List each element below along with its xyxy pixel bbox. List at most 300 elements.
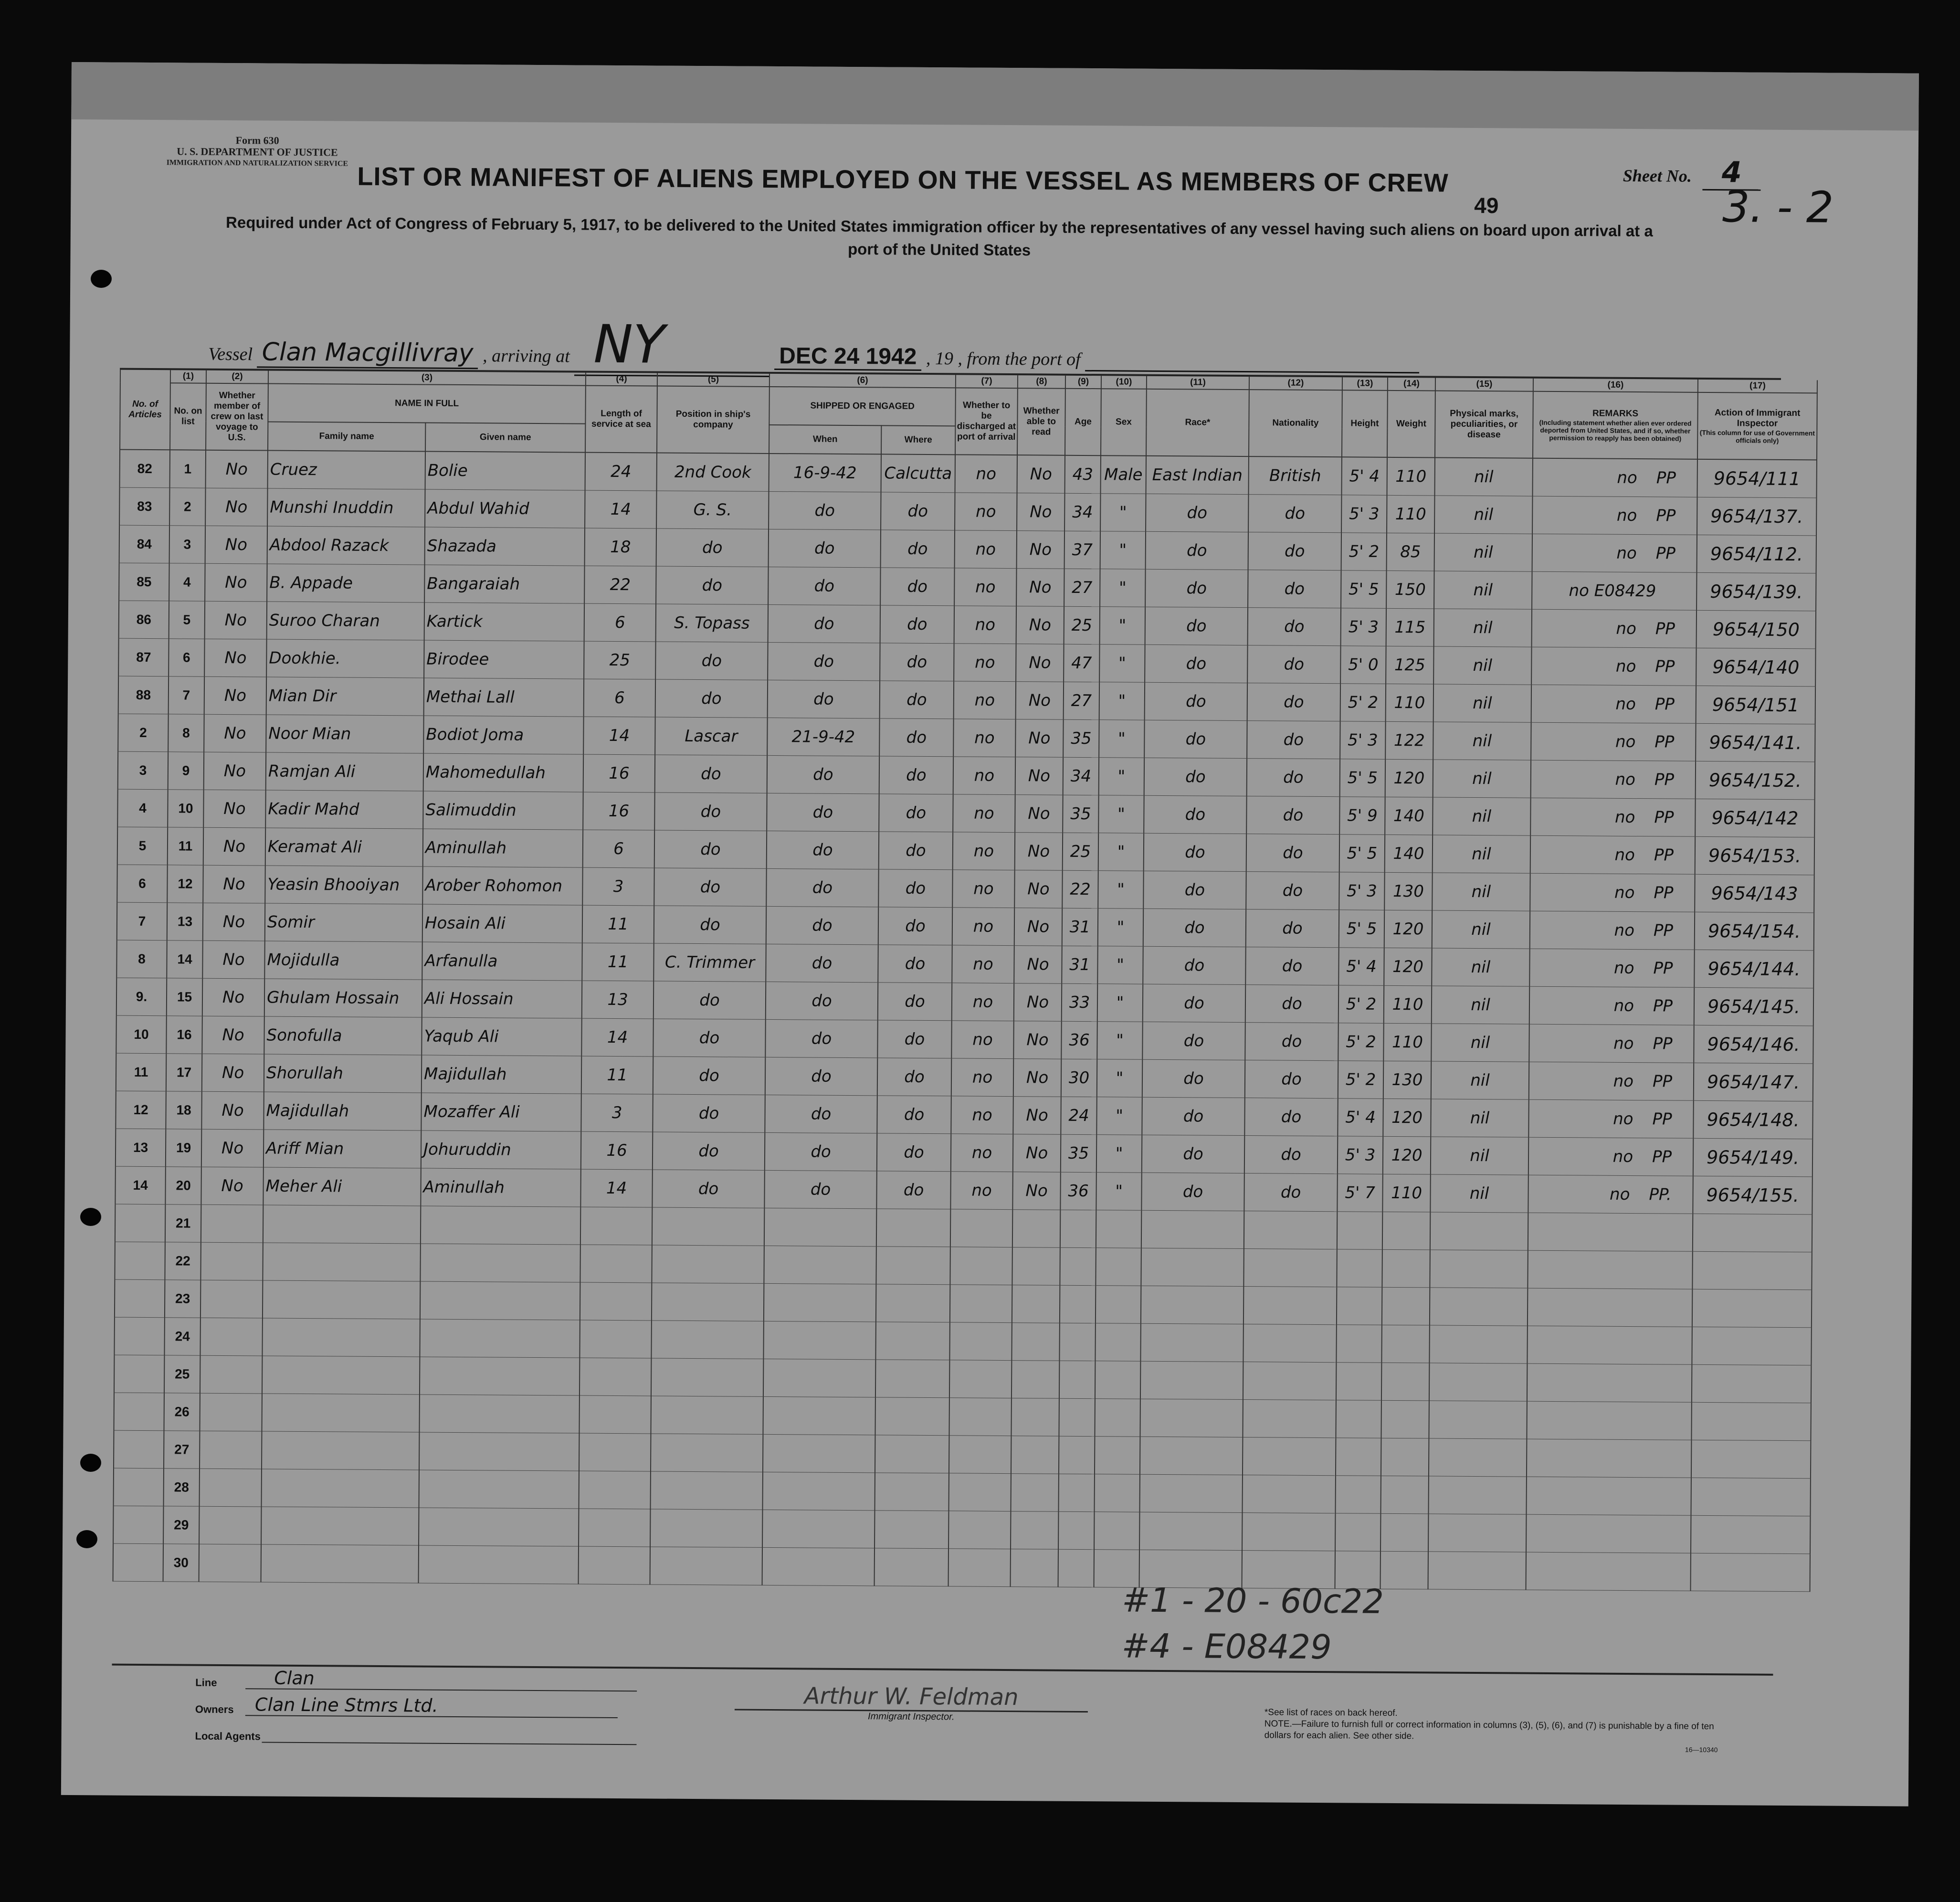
sex-cell: " (1100, 607, 1145, 645)
engaged-where-cell: do (877, 1020, 951, 1058)
empty-cell (949, 1473, 1011, 1511)
remarks-text: no E08429 (1569, 581, 1656, 601)
nationality-cell: do (1246, 834, 1339, 872)
sex-cell: " (1097, 1059, 1142, 1098)
service-length-cell: 16 (583, 792, 654, 830)
remarks-cell (1528, 1175, 1693, 1214)
empty-cell (1243, 1324, 1336, 1363)
given-name-cell: Bodiot Joma (423, 716, 583, 754)
col4-number: (4) (586, 373, 657, 386)
engaged-when-cell: do (765, 1057, 877, 1095)
sex-cell: " (1100, 494, 1146, 532)
weight-cell: 120 (1383, 1099, 1431, 1137)
empty-cell (876, 1209, 950, 1247)
row-number-cell: 4 (169, 563, 205, 601)
remarks-cell (1532, 496, 1697, 535)
remarks-text: no (1613, 1034, 1634, 1054)
engaged-when-cell: do (768, 567, 880, 605)
row-number-cell: 10 (168, 790, 203, 827)
empty-cell (1059, 1323, 1095, 1361)
physical-marks-cell: nil (1433, 835, 1530, 873)
race-cell: do (1144, 795, 1246, 834)
crew-table-body (113, 450, 1817, 1592)
discharged-cell: no (950, 1172, 1012, 1210)
empty-cell (1692, 1327, 1811, 1365)
remarks-pp: PP (1656, 506, 1676, 526)
empty-cell (1012, 1361, 1059, 1399)
able-to-read-cell: No (1016, 569, 1064, 607)
service-length-cell: 14 (583, 717, 655, 755)
row-number-cell: 11 (168, 827, 203, 865)
family-name-cell: Ariff Mian (263, 1130, 421, 1168)
service-length-cell: 18 (585, 528, 656, 566)
engaged-when-cell: do (767, 755, 879, 793)
empty-cell (1692, 1251, 1812, 1290)
empty-cell (579, 1471, 651, 1509)
col-weight: Weight (1387, 391, 1435, 458)
sex-cell: " (1099, 645, 1145, 683)
remarks-cell (1529, 986, 1694, 1025)
age-cell: 34 (1063, 757, 1099, 795)
family-name-cell: Suroo Charan (267, 602, 424, 640)
empty-cell (115, 1242, 165, 1280)
empty-cell (419, 1395, 579, 1433)
position-cell: do (655, 679, 768, 718)
remarks-text: no (1615, 656, 1636, 676)
empty-cell (115, 1204, 165, 1242)
remarks-cell (1528, 1099, 1693, 1138)
empty-cell (1382, 1212, 1430, 1250)
row-number-cell: 8 (168, 714, 204, 752)
subtitle (152, 211, 1728, 266)
remarks-cell (1532, 571, 1697, 610)
engaged-where-cell: do (881, 530, 955, 568)
given-name-cell: Mahomedullah (423, 753, 583, 792)
family-name-cell: Majidullah (263, 1092, 421, 1131)
nationality-cell: do (1247, 645, 1340, 684)
empty-cell (652, 1207, 764, 1246)
empty-cell (950, 1209, 1012, 1247)
last-voyage-cell: No (205, 526, 267, 564)
empty-cell (1691, 1515, 1810, 1554)
empty-cell (421, 1206, 580, 1245)
col11-number: (11) (1147, 376, 1249, 390)
remarks-cell (1530, 911, 1695, 950)
age-cell: 31 (1062, 946, 1097, 983)
empty-cell (875, 1360, 949, 1398)
empty-cell (1243, 1287, 1337, 1325)
empty-cell (1060, 1247, 1096, 1285)
vessel-name: Clan Macgillivray (257, 338, 478, 369)
col-given-name: Given name (425, 423, 585, 453)
col16-number: (16) (1533, 379, 1698, 392)
empty-cell (113, 1506, 163, 1544)
empty-cell (1430, 1212, 1528, 1250)
empty-cell (763, 1472, 875, 1510)
empty-cell (262, 1394, 419, 1432)
engaged-where-cell: Calcutta (881, 454, 955, 492)
empty-cell (1141, 1210, 1244, 1248)
nationality-cell: do (1244, 1173, 1337, 1212)
inspector-action-cell: 9654/111 (1697, 459, 1817, 498)
engaged-when-cell: do (766, 906, 878, 944)
weight-cell: 130 (1384, 872, 1432, 910)
empty-cell (1528, 1250, 1692, 1289)
able-to-read-cell: No (1014, 946, 1062, 984)
race-cell: do (1145, 607, 1248, 645)
sex-cell: " (1099, 758, 1144, 796)
service-length-cell: 14 (581, 1018, 653, 1057)
family-name-cell: Abdool Razack (267, 526, 425, 565)
sex-cell: " (1098, 909, 1143, 947)
sex-cell: " (1096, 1135, 1142, 1173)
remarks-pp: PP (1656, 468, 1676, 488)
row-number-cell: 21 (165, 1205, 201, 1242)
col-nationality: Nationality (1249, 390, 1342, 457)
empty-cell (1139, 1512, 1242, 1550)
empty-cell (262, 1318, 420, 1357)
row-number-cell: 7 (169, 676, 204, 714)
position-cell: do (653, 1132, 765, 1170)
remarks-pp: PP (1654, 883, 1674, 903)
discharged-cell: no (952, 945, 1014, 983)
physical-marks-cell: nil (1432, 873, 1530, 911)
row-number-cell: 1 (170, 450, 206, 488)
empty-cell (200, 1280, 263, 1318)
remarks-text: no (1616, 506, 1637, 526)
height-cell: 5' 2 (1338, 1023, 1383, 1061)
row-number-cell: 26 (164, 1393, 200, 1431)
engaged-where-cell: do (880, 605, 954, 644)
nationality-cell: do (1245, 1060, 1338, 1099)
height-cell: 5' 5 (1339, 835, 1385, 873)
empty-cell (1336, 1363, 1381, 1401)
empty-cell (1381, 1438, 1429, 1476)
inspector-action-cell: 9654/143 (1695, 874, 1814, 913)
able-to-read-cell: No (1014, 983, 1062, 1022)
physical-marks-cell: nil (1434, 609, 1532, 647)
remarks-cell (1531, 647, 1696, 686)
able-to-read-cell: No (1012, 1172, 1060, 1210)
weight-cell: 140 (1385, 797, 1433, 835)
age-cell: 47 (1064, 644, 1099, 682)
empty-cell (875, 1322, 949, 1360)
last-voyage-cell: No (203, 865, 265, 903)
articles-cell: 13 (116, 1129, 166, 1167)
height-cell: 5' 2 (1338, 985, 1384, 1024)
empty-cell (949, 1322, 1012, 1361)
col10-number: (10) (1101, 376, 1147, 389)
articles-cell: 4 (117, 789, 168, 827)
inspector-action-cell: 9654/142 (1695, 799, 1814, 837)
empty-cell (1059, 1398, 1095, 1436)
service-length-cell: 3 (581, 1094, 653, 1132)
engaged-where-cell: do (877, 1096, 951, 1134)
remarks-pp: PP (1654, 695, 1675, 714)
arrival-port: NY (574, 313, 770, 377)
empty-cell (763, 1396, 875, 1435)
last-voyage-cell: No (202, 940, 264, 979)
punch-hole-4 (76, 1530, 97, 1548)
empty-cell (113, 1543, 163, 1582)
nationality-cell: do (1245, 947, 1338, 985)
empty-cell (419, 1470, 579, 1509)
empty-cell (1527, 1326, 1692, 1364)
age-cell: 43 (1065, 455, 1101, 494)
remarks-cell (1532, 609, 1697, 648)
remarks-text: no (1609, 1184, 1630, 1204)
engaged-where-cell: do (879, 794, 953, 832)
articles-cell: 5 (117, 827, 168, 865)
empty-cell (949, 1436, 1011, 1474)
articles-cell: 2 (118, 714, 168, 752)
remarks-text: no (1615, 694, 1636, 714)
empty-cell (949, 1360, 1012, 1398)
empty-cell (1380, 1551, 1428, 1589)
row-number-cell: 19 (166, 1129, 201, 1167)
nationality-cell: do (1247, 759, 1340, 797)
engaged-when-cell: do (769, 529, 881, 567)
discharged-cell: no (953, 757, 1015, 795)
age-cell: 35 (1061, 1134, 1096, 1172)
empty-cell (651, 1321, 763, 1359)
empty-cell (261, 1507, 419, 1545)
row-number-cell: 17 (166, 1054, 202, 1091)
service-length-cell: 16 (581, 1131, 653, 1170)
empty-cell (1691, 1478, 1810, 1516)
last-voyage-cell: No (202, 1054, 264, 1092)
engaged-when-cell: do (768, 642, 880, 680)
col-name-in-full: NAME IN FULL (268, 384, 585, 424)
last-voyage-cell: No (203, 827, 265, 866)
remarks-text: no (1614, 845, 1635, 865)
engaged-where-cell: do (879, 719, 953, 757)
col-position: Position in ship's company (657, 386, 769, 454)
family-name-cell: Sonofulla (264, 1016, 422, 1055)
service-length-cell: 3 (582, 867, 654, 906)
service-length-cell: 25 (584, 641, 655, 679)
empty-cell (1094, 1512, 1139, 1550)
physical-marks-cell: nil (1433, 646, 1531, 685)
discharged-cell: no (951, 1021, 1013, 1059)
empty-cell (1244, 1211, 1337, 1249)
empty-cell (949, 1398, 1011, 1436)
given-name-cell: Birodee (424, 640, 584, 679)
family-name-cell: Shorullah (264, 1054, 422, 1093)
position-cell: Lascar (655, 717, 767, 755)
empty-cell (1243, 1437, 1336, 1476)
able-to-read-cell: No (1015, 833, 1063, 871)
line-label: Line (195, 1676, 217, 1689)
height-cell: 5' 0 (1340, 646, 1386, 684)
empty-cell (764, 1208, 876, 1246)
position-cell: do (652, 1170, 764, 1208)
empty-cell (1095, 1437, 1140, 1475)
engaged-when-cell: do (766, 944, 878, 982)
col-remarks (1533, 391, 1698, 459)
articles-cell: 88 (118, 676, 169, 714)
empty-cell (1012, 1285, 1060, 1323)
empty-cell (948, 1511, 1011, 1549)
row-number-cell: 16 (166, 1016, 202, 1054)
subtitle-line-1: Required under Act of Congress of February 5, 1917, to be delivered to the United States immigration officer by the representatives of any vessel having such aliens on board upon arrival at a (225, 213, 1653, 240)
service-length-cell: 24 (585, 453, 657, 491)
empty-cell (420, 1281, 580, 1320)
height-cell: 5' 4 (1338, 948, 1384, 986)
empty-cell (1337, 1212, 1382, 1250)
articles-cell: 7 (117, 902, 167, 940)
form-header (167, 134, 348, 169)
empty-cell (876, 1284, 950, 1322)
family-name-cell: Kadir Mahd (265, 790, 423, 829)
able-to-read-cell: No (1016, 682, 1064, 720)
empty-cell (1096, 1210, 1141, 1248)
height-cell: 5' 3 (1340, 721, 1385, 760)
empty-cell (1691, 1402, 1811, 1441)
row-number-cell: 14 (167, 940, 202, 978)
col-length-service: Length of service at sea (585, 386, 657, 453)
remarks-pp: PP (1654, 845, 1674, 865)
empty-cell (875, 1435, 949, 1473)
empty-cell (1381, 1363, 1429, 1401)
physical-marks-cell: nil (1432, 986, 1529, 1024)
col-inspector-action (1697, 392, 1817, 460)
inspector-action-cell: 9654/140 (1696, 648, 1815, 687)
col1-number: (1) (170, 370, 206, 383)
empty-cell (1691, 1440, 1811, 1479)
family-name-cell: Meher Ali (263, 1167, 421, 1206)
age-cell: 31 (1062, 908, 1098, 946)
empty-cell (1059, 1361, 1095, 1398)
remarks-text: no (1613, 996, 1634, 1016)
able-to-read-cell: No (1013, 1134, 1061, 1173)
articles-cell: 9. (116, 978, 167, 1016)
empty-cell (1429, 1438, 1527, 1477)
col-no-on-list: No. on list (170, 383, 206, 450)
weight-cell: 120 (1384, 910, 1432, 948)
last-voyage-cell: No (204, 676, 266, 715)
empty-cell (419, 1545, 579, 1584)
sheet-number-value: 4 (1703, 156, 1761, 191)
nationality-cell: do (1247, 683, 1340, 721)
inspector-action-cell: 9654/152. (1696, 761, 1815, 800)
physical-marks-cell: nil (1430, 1174, 1528, 1213)
empty-cell (950, 1285, 1012, 1323)
empty-cell (1430, 1288, 1528, 1326)
height-cell: 5' 5 (1339, 910, 1384, 948)
discharged-cell: no (952, 908, 1014, 946)
empty-cell (1095, 1474, 1140, 1512)
physical-marks-cell: nil (1432, 948, 1529, 986)
col8-number: (8) (1018, 375, 1065, 389)
empty-cell (1243, 1475, 1336, 1513)
given-name-cell: Methai Lall (424, 678, 584, 717)
remarks-text: no (1613, 1071, 1634, 1091)
engaged-when-cell: do (765, 1019, 877, 1057)
family-name-cell: Ramjan Ali (266, 752, 423, 791)
remarks-text: no (1614, 920, 1635, 940)
engaged-when-cell: do (768, 680, 880, 718)
physical-marks-cell: nil (1431, 1024, 1529, 1062)
empty-cell (1140, 1399, 1243, 1437)
empty-cell (1428, 1514, 1526, 1552)
given-name-cell: Shazada (425, 527, 585, 566)
last-voyage-cell: No (203, 903, 265, 941)
from-label: , from the port of (958, 349, 1081, 370)
weight-cell: 110 (1387, 495, 1434, 533)
col-sex: Sex (1101, 389, 1147, 456)
remarks-cell (1529, 1024, 1694, 1063)
weight-cell: 120 (1385, 759, 1433, 797)
remarks-text: no (1614, 807, 1635, 827)
empty-cell (1242, 1513, 1335, 1551)
empty-cell (420, 1357, 580, 1395)
row-number-cell: 6 (169, 639, 204, 676)
engaged-when-cell: do (769, 491, 881, 529)
discharged-cell: no (953, 719, 1015, 757)
empty-cell (1243, 1362, 1336, 1400)
able-to-read-cell: No (1015, 757, 1063, 795)
empty-cell (1381, 1476, 1429, 1514)
nationality-cell: do (1248, 570, 1341, 608)
empty-cell (580, 1245, 652, 1283)
remarks-text: no (1616, 619, 1636, 639)
empty-cell (420, 1244, 580, 1282)
last-voyage-cell: No (202, 1016, 264, 1054)
empty-cell (200, 1355, 262, 1394)
inspector-action-cell: 9654/141. (1696, 723, 1815, 762)
given-name-cell: Johuruddin (421, 1131, 581, 1169)
height-cell: 5' 5 (1341, 571, 1386, 609)
nationality-cell: do (1248, 495, 1341, 533)
arriving-label: , arriving at (483, 346, 570, 367)
empty-cell (200, 1242, 263, 1280)
punch-hole-3 (80, 1454, 101, 1472)
given-name-cell: Bolie (425, 452, 585, 491)
col-inspector-title: Action of Immigrant Inspector (1714, 408, 1801, 429)
engaged-where-cell: do (880, 568, 954, 606)
inspector-action-cell: 9654/146. (1694, 1025, 1813, 1064)
footer (195, 1662, 637, 1745)
empty-cell (652, 1245, 764, 1283)
empty-cell (1011, 1511, 1058, 1550)
row-number-cell: 29 (163, 1506, 199, 1544)
inspector-action-cell: 9654/154. (1695, 912, 1814, 951)
height-cell: 5' 2 (1341, 533, 1387, 571)
year-label: , 19 (926, 348, 954, 369)
height-cell: 5' 2 (1340, 684, 1386, 722)
remarks-pp: PP (1653, 921, 1674, 940)
empty-cell (1430, 1250, 1528, 1288)
family-name-cell: Cruez (268, 451, 425, 490)
family-name-cell: Mojidulla (264, 941, 422, 980)
col-height: Height (1342, 390, 1388, 457)
footer-agents-row (195, 1716, 637, 1745)
col-remarks-note: (Including statement whether alien ever ordered deported from United States, and if so, whether permission to reapply has been obtained) (1539, 418, 1692, 443)
empty-cell (1095, 1361, 1140, 1399)
form-number: Form 630 (235, 134, 279, 147)
able-to-read-cell: No (1017, 531, 1064, 569)
race-cell: do (1145, 569, 1248, 607)
empty-cell (1692, 1364, 1811, 1403)
empty-cell (420, 1319, 580, 1358)
inspector-action-cell: 9654/150 (1697, 610, 1816, 649)
engaged-where-cell: do (880, 643, 954, 681)
discharged-cell: no (952, 870, 1014, 908)
col12-number: (12) (1249, 377, 1342, 390)
remarks-pp: PP (1655, 657, 1675, 676)
empty-cell (1527, 1401, 1691, 1440)
